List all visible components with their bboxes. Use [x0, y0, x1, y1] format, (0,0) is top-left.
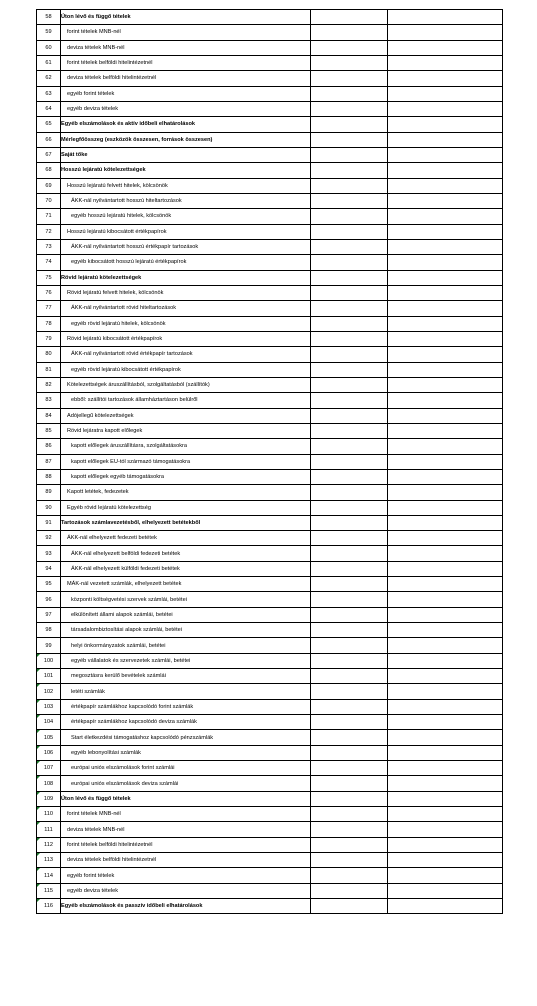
table-row — [37, 10, 503, 25]
value-cell-1[interactable] — [311, 638, 388, 653]
row-number-cell[interactable]: 100 — [37, 653, 61, 668]
value-cell-2[interactable] — [388, 853, 503, 868]
row-number-cell[interactable]: 97 — [37, 607, 61, 622]
value-cell-2[interactable] — [388, 822, 503, 837]
value-cell-2[interactable] — [388, 239, 503, 254]
table-row — [37, 147, 503, 162]
row-label-cell[interactable]: egyéb rövid lejáratú kibocsátott értékpapírok — [61, 362, 311, 377]
value-cell-1[interactable] — [311, 393, 388, 408]
value-cell-1[interactable] — [311, 10, 388, 25]
value-cell-1[interactable] — [311, 853, 388, 868]
row-number-cell[interactable]: 79 — [37, 331, 61, 346]
row-label-cell[interactable]: Egyéb rövid lejáratú kötelezettség — [61, 500, 311, 515]
row-number-cell[interactable]: 116 — [37, 899, 61, 914]
table-row — [37, 592, 503, 607]
row-label-cell[interactable]: európai uniós elszámolások deviza számlái — [61, 776, 311, 791]
value-cell-1[interactable] — [311, 791, 388, 806]
value-cell-1[interactable] — [311, 469, 388, 484]
value-cell-1[interactable] — [311, 193, 388, 208]
row-number-cell[interactable]: 62 — [37, 71, 61, 86]
row-label-cell[interactable]: egyéb forint tételek — [61, 86, 311, 101]
value-cell-2[interactable] — [388, 684, 503, 699]
value-cell-2[interactable] — [388, 347, 503, 362]
row-number-cell[interactable]: 104 — [37, 715, 61, 730]
value-cell-1[interactable] — [311, 500, 388, 515]
row-label-cell[interactable]: Start életkezdési támogatáshoz kapcsolódó pénzszámlák — [61, 730, 311, 745]
table-row — [37, 193, 503, 208]
value-cell-1[interactable] — [311, 653, 388, 668]
row-number-cell[interactable]: 63 — [37, 86, 61, 101]
value-cell-2[interactable] — [388, 270, 503, 285]
row-label-cell[interactable]: deviza tételek MNB-nél — [61, 822, 311, 837]
row-number-cell[interactable]: 99 — [37, 638, 61, 653]
value-cell-2[interactable] — [388, 607, 503, 622]
value-cell-1[interactable] — [311, 761, 388, 776]
row-label-cell[interactable]: elkülönített állami alapok számlái, betétei — [61, 607, 311, 622]
value-cell-2[interactable] — [388, 500, 503, 515]
value-cell-1[interactable] — [311, 178, 388, 193]
value-cell-2[interactable] — [388, 25, 503, 40]
row-number-cell[interactable]: 85 — [37, 423, 61, 438]
row-label-cell[interactable]: egyéb deviza tételek — [61, 883, 311, 898]
row-label-cell[interactable]: értékpapír számlákhoz kapcsolódó forint számlák — [61, 699, 311, 714]
table-row — [37, 807, 503, 822]
table-row — [37, 255, 503, 270]
value-cell-1[interactable] — [311, 623, 388, 638]
value-cell-2[interactable] — [388, 255, 503, 270]
row-label-cell[interactable]: forint tételek belföldi hitelintézetnél — [61, 55, 311, 70]
row-number-cell[interactable]: 82 — [37, 377, 61, 392]
row-number-cell[interactable]: 77 — [37, 301, 61, 316]
table-row — [37, 101, 503, 116]
row-label-cell[interactable]: forint tételek MNB-nél — [61, 807, 311, 822]
value-cell-2[interactable] — [388, 638, 503, 653]
value-cell-2[interactable] — [388, 730, 503, 745]
value-cell-1[interactable] — [311, 546, 388, 561]
table-row — [37, 224, 503, 239]
table-row — [37, 117, 503, 132]
row-label-cell[interactable]: deviza tételek MNB-nél — [61, 40, 311, 55]
value-cell-2[interactable] — [388, 86, 503, 101]
row-label-cell[interactable]: Úton lévő és függő tételek — [61, 791, 311, 806]
value-cell-1[interactable] — [311, 209, 388, 224]
value-cell-2[interactable] — [388, 377, 503, 392]
value-cell-2[interactable] — [388, 224, 503, 239]
value-cell-1[interactable] — [311, 147, 388, 162]
value-cell-1[interactable] — [311, 684, 388, 699]
row-label-cell[interactable]: ÁKK-nál elhelyezett belföldi fedezeti betétek — [61, 546, 311, 561]
table-row — [37, 239, 503, 254]
value-cell-2[interactable] — [388, 653, 503, 668]
value-cell-2[interactable] — [388, 899, 503, 914]
row-number-cell[interactable]: 69 — [37, 178, 61, 193]
row-number-cell[interactable]: 78 — [37, 316, 61, 331]
table-row — [37, 454, 503, 469]
table-row — [37, 730, 503, 745]
value-cell-1[interactable] — [311, 745, 388, 760]
row-label-cell[interactable]: Hosszú lejáratú felvett hitelek, kölcsönök — [61, 178, 311, 193]
table-row — [37, 715, 503, 730]
value-cell-2[interactable] — [388, 699, 503, 714]
table-row — [37, 853, 503, 868]
table-row — [37, 485, 503, 500]
row-label-cell[interactable]: helyi önkormányzatok számlái, betétei — [61, 638, 311, 653]
value-cell-2[interactable] — [388, 454, 503, 469]
row-number-cell[interactable]: 105 — [37, 730, 61, 745]
table-row — [37, 837, 503, 852]
table-row — [37, 285, 503, 300]
row-label-cell[interactable]: kapott előlegek áruszállításra, szolgáltatásokra — [61, 439, 311, 454]
value-cell-1[interactable] — [311, 362, 388, 377]
value-cell-2[interactable] — [388, 623, 503, 638]
value-cell-2[interactable] — [388, 761, 503, 776]
value-cell-1[interactable] — [311, 485, 388, 500]
value-cell-1[interactable] — [311, 71, 388, 86]
row-number-cell[interactable]: 64 — [37, 101, 61, 116]
value-cell-2[interactable] — [388, 193, 503, 208]
row-label-cell[interactable]: letéti számlák — [61, 684, 311, 699]
value-cell-2[interactable] — [388, 561, 503, 576]
value-cell-1[interactable] — [311, 270, 388, 285]
row-label-cell[interactable]: egyéb deviza tételek — [61, 101, 311, 116]
balance-sheet-table — [36, 9, 503, 914]
value-cell-2[interactable] — [388, 531, 503, 546]
row-label-cell[interactable]: egyéb forint tételek — [61, 868, 311, 883]
value-cell-2[interactable] — [388, 577, 503, 592]
value-cell-2[interactable] — [388, 807, 503, 822]
row-label-cell[interactable]: ÁKK-nál nyilvántartott rövid hiteltartozások — [61, 301, 311, 316]
value-cell-1[interactable] — [311, 301, 388, 316]
value-cell-1[interactable] — [311, 347, 388, 362]
row-label-cell[interactable]: Kapott letétek, fedezetek — [61, 485, 311, 500]
table-row — [37, 546, 503, 561]
value-cell-1[interactable] — [311, 423, 388, 438]
row-label-cell[interactable]: forint tételek MNB-nél — [61, 25, 311, 40]
value-cell-2[interactable] — [388, 439, 503, 454]
table-row — [37, 883, 503, 898]
value-cell-1[interactable] — [311, 408, 388, 423]
value-cell-1[interactable] — [311, 715, 388, 730]
row-number-cell[interactable]: 90 — [37, 500, 61, 515]
value-cell-2[interactable] — [388, 178, 503, 193]
row-number-cell[interactable]: 70 — [37, 193, 61, 208]
row-label-cell[interactable]: ÁKK-nál nyilvántartott hosszú hiteltartozások — [61, 193, 311, 208]
value-cell-1[interactable] — [311, 592, 388, 607]
value-cell-1[interactable] — [311, 316, 388, 331]
table-row — [37, 25, 503, 40]
value-cell-2[interactable] — [388, 423, 503, 438]
row-label-cell[interactable]: Egyéb elszámolások és aktív időbeli elhatárolások — [61, 117, 311, 132]
row-number-cell[interactable]: 94 — [37, 561, 61, 576]
table-row — [37, 776, 503, 791]
row-label-cell[interactable]: kapott előlegek egyéb támogatásokra — [61, 469, 311, 484]
table-row — [37, 362, 503, 377]
table-row — [37, 469, 503, 484]
value-cell-1[interactable] — [311, 822, 388, 837]
value-cell-2[interactable] — [388, 776, 503, 791]
table-row — [37, 71, 503, 86]
table-row — [37, 822, 503, 837]
row-number-cell[interactable]: 68 — [37, 163, 61, 178]
value-cell-1[interactable] — [311, 439, 388, 454]
value-cell-2[interactable] — [388, 515, 503, 530]
row-label-cell[interactable]: ebből: szállítói tartozások államháztartáson belülről — [61, 393, 311, 408]
row-number-cell[interactable]: 98 — [37, 623, 61, 638]
value-cell-2[interactable] — [388, 163, 503, 178]
row-label-cell[interactable]: Rövid lejáratú kötelezettségek — [61, 270, 311, 285]
row-label-cell[interactable]: deviza tételek belföldi hitelintézetnél — [61, 71, 311, 86]
row-label-cell[interactable]: Saját tőke — [61, 147, 311, 162]
table-row — [37, 393, 503, 408]
row-number-cell[interactable]: 106 — [37, 745, 61, 760]
row-number-cell[interactable]: 71 — [37, 209, 61, 224]
row-label-cell[interactable]: deviza tételek belföldi hitelintézetnél — [61, 853, 311, 868]
row-label-cell[interactable]: Kötelezettségek áruszállításból, szolgáltatásból (szállítók) — [61, 377, 311, 392]
row-number-cell[interactable]: 112 — [37, 837, 61, 852]
table-row — [37, 761, 503, 776]
table-row — [37, 423, 503, 438]
value-cell-1[interactable] — [311, 55, 388, 70]
row-number-cell[interactable]: 80 — [37, 347, 61, 362]
row-label-cell[interactable]: ÁKK-nál elhelyezett külföldi fedezeti betétek — [61, 561, 311, 576]
value-cell-2[interactable] — [388, 40, 503, 55]
table-row — [37, 86, 503, 101]
row-number-cell[interactable]: 66 — [37, 132, 61, 147]
row-label-cell[interactable]: társadalombiztosítási alapok számlái, betétei — [61, 623, 311, 638]
row-label-cell[interactable]: megosztásra kerülő bevételek számlái — [61, 669, 311, 684]
row-label-cell[interactable]: ÁKK-nál nyilvántartott hosszú értékpapír tartozások — [61, 239, 311, 254]
value-cell-1[interactable] — [311, 239, 388, 254]
table-row — [37, 55, 503, 70]
row-label-cell[interactable]: Mérlegfőösszeg (eszközök összesen, források összesen) — [61, 132, 311, 147]
row-label-cell[interactable]: Rövid lejáratú kibocsátott értékpapírok — [61, 331, 311, 346]
row-number-cell[interactable]: 111 — [37, 822, 61, 837]
value-cell-1[interactable] — [311, 25, 388, 40]
row-label-cell[interactable]: Egyéb elszámolások és passzív időbeli elhatárolások — [61, 899, 311, 914]
row-label-cell[interactable]: egyéb hosszú lejáratú hitelek, kölcsönök — [61, 209, 311, 224]
row-number-cell[interactable]: 102 — [37, 684, 61, 699]
value-cell-2[interactable] — [388, 10, 503, 25]
row-number-cell[interactable]: 74 — [37, 255, 61, 270]
row-number-cell[interactable]: 92 — [37, 531, 61, 546]
row-number-cell[interactable]: 101 — [37, 669, 61, 684]
value-cell-1[interactable] — [311, 86, 388, 101]
row-number-cell[interactable]: 115 — [37, 883, 61, 898]
value-cell-2[interactable] — [388, 71, 503, 86]
row-number-cell[interactable]: 58 — [37, 10, 61, 25]
table-row — [37, 209, 503, 224]
value-cell-2[interactable] — [388, 393, 503, 408]
value-cell-2[interactable] — [388, 132, 503, 147]
table-row — [37, 500, 503, 515]
value-cell-1[interactable] — [311, 577, 388, 592]
table-row — [37, 377, 503, 392]
value-cell-2[interactable] — [388, 715, 503, 730]
value-cell-2[interactable] — [388, 837, 503, 852]
value-cell-1[interactable] — [311, 255, 388, 270]
value-cell-2[interactable] — [388, 285, 503, 300]
value-cell-2[interactable] — [388, 485, 503, 500]
row-number-cell[interactable]: 103 — [37, 699, 61, 714]
row-label-cell[interactable]: egyéb lebonyolítási számlák — [61, 745, 311, 760]
value-cell-1[interactable] — [311, 669, 388, 684]
table-row — [37, 745, 503, 760]
value-cell-1[interactable] — [311, 561, 388, 576]
value-cell-1[interactable] — [311, 224, 388, 239]
row-label-cell[interactable]: Rövid lejáratú felvett hitelek, kölcsönök — [61, 285, 311, 300]
row-label-cell[interactable]: Adójellegű kötelezettségek — [61, 408, 311, 423]
value-cell-2[interactable] — [388, 883, 503, 898]
value-cell-2[interactable] — [388, 362, 503, 377]
row-number-cell[interactable]: 93 — [37, 546, 61, 561]
value-cell-2[interactable] — [388, 745, 503, 760]
table-row — [37, 577, 503, 592]
value-cell-2[interactable] — [388, 117, 503, 132]
row-label-cell[interactable]: európai uniós elszámolások forint számlái — [61, 761, 311, 776]
value-cell-1[interactable] — [311, 868, 388, 883]
value-cell-1[interactable] — [311, 837, 388, 852]
value-cell-1[interactable] — [311, 331, 388, 346]
table-row — [37, 301, 503, 316]
value-cell-1[interactable] — [311, 101, 388, 116]
value-cell-2[interactable] — [388, 301, 503, 316]
row-label-cell[interactable]: ÁKK-nál nyilvántartott rövid értékpapír tartozások — [61, 347, 311, 362]
row-number-cell[interactable]: 83 — [37, 393, 61, 408]
row-label-cell[interactable]: MÁK-nál vezetett számlák, elhelyezett betétek — [61, 577, 311, 592]
value-cell-2[interactable] — [388, 331, 503, 346]
value-cell-2[interactable] — [388, 791, 503, 806]
table-row — [37, 163, 503, 178]
row-number-cell[interactable]: 84 — [37, 408, 61, 423]
table-row — [37, 132, 503, 147]
table-row — [37, 561, 503, 576]
row-number-cell[interactable]: 60 — [37, 40, 61, 55]
row-number-cell[interactable]: 91 — [37, 515, 61, 530]
value-cell-1[interactable] — [311, 807, 388, 822]
table-row — [37, 607, 503, 622]
row-number-cell[interactable]: 89 — [37, 485, 61, 500]
table-row — [37, 40, 503, 55]
row-number-cell[interactable]: 107 — [37, 761, 61, 776]
table-row — [37, 347, 503, 362]
row-number-cell[interactable]: 86 — [37, 439, 61, 454]
row-label-cell[interactable]: ÁKK-nál elhelyezett fedezeti betétek — [61, 531, 311, 546]
row-number-cell[interactable]: 65 — [37, 117, 61, 132]
value-cell-1[interactable] — [311, 163, 388, 178]
value-cell-1[interactable] — [311, 515, 388, 530]
row-label-cell[interactable]: Úton lévő és függő tételek — [61, 10, 311, 25]
row-label-cell[interactable]: értékpapír számlákhoz kapcsolódó deviza számlák — [61, 715, 311, 730]
value-cell-2[interactable] — [388, 209, 503, 224]
row-number-cell[interactable]: 109 — [37, 791, 61, 806]
row-label-cell[interactable]: kapott előlegek EU-tól származó támogatásokra — [61, 454, 311, 469]
value-cell-2[interactable] — [388, 546, 503, 561]
row-number-cell[interactable]: 108 — [37, 776, 61, 791]
value-cell-1[interactable] — [311, 883, 388, 898]
row-label-cell[interactable]: egyéb kibocsátott hosszú lejáratú értékpapírok — [61, 255, 311, 270]
value-cell-1[interactable] — [311, 607, 388, 622]
value-cell-2[interactable] — [388, 868, 503, 883]
value-cell-2[interactable] — [388, 101, 503, 116]
row-number-cell[interactable]: 72 — [37, 224, 61, 239]
value-cell-2[interactable] — [388, 55, 503, 70]
table-row — [37, 899, 503, 914]
table-body — [37, 10, 503, 914]
row-label-cell[interactable]: Hosszú lejáratú kibocsátott értékpapírok — [61, 224, 311, 239]
row-number-cell[interactable]: 88 — [37, 469, 61, 484]
value-cell-2[interactable] — [388, 592, 503, 607]
row-label-cell[interactable]: forint tételek belföldi hitelintézetnél — [61, 837, 311, 852]
row-number-cell[interactable]: 59 — [37, 25, 61, 40]
value-cell-1[interactable] — [311, 377, 388, 392]
value-cell-2[interactable] — [388, 147, 503, 162]
value-cell-2[interactable] — [388, 316, 503, 331]
value-cell-1[interactable] — [311, 117, 388, 132]
table-row — [37, 316, 503, 331]
table-row — [37, 623, 503, 638]
value-cell-1[interactable] — [311, 776, 388, 791]
table-row — [37, 331, 503, 346]
value-cell-2[interactable] — [388, 669, 503, 684]
value-cell-1[interactable] — [311, 899, 388, 914]
row-number-cell[interactable]: 61 — [37, 55, 61, 70]
row-label-cell[interactable]: egyéb vállalatok és szervezetek számlái, betétei — [61, 653, 311, 668]
table-row — [37, 638, 503, 653]
table-row — [37, 669, 503, 684]
row-number-cell[interactable]: 96 — [37, 592, 61, 607]
table-row — [37, 791, 503, 806]
value-cell-1[interactable] — [311, 285, 388, 300]
value-cell-2[interactable] — [388, 469, 503, 484]
row-label-cell[interactable]: központi költségvetési szervek számlái, betétei — [61, 592, 311, 607]
table-row — [37, 270, 503, 285]
row-number-cell[interactable]: 87 — [37, 454, 61, 469]
row-number-cell[interactable]: 113 — [37, 853, 61, 868]
table-row — [37, 178, 503, 193]
row-number-cell[interactable]: 95 — [37, 577, 61, 592]
table-row — [37, 439, 503, 454]
row-number-cell[interactable]: 76 — [37, 285, 61, 300]
row-number-cell[interactable]: 110 — [37, 807, 61, 822]
value-cell-1[interactable] — [311, 531, 388, 546]
table-row — [37, 868, 503, 883]
row-number-cell[interactable]: 75 — [37, 270, 61, 285]
row-number-cell[interactable]: 81 — [37, 362, 61, 377]
value-cell-1[interactable] — [311, 699, 388, 714]
value-cell-1[interactable] — [311, 730, 388, 745]
value-cell-1[interactable] — [311, 40, 388, 55]
value-cell-1[interactable] — [311, 132, 388, 147]
row-number-cell[interactable]: 114 — [37, 868, 61, 883]
value-cell-2[interactable] — [388, 408, 503, 423]
row-number-cell[interactable]: 67 — [37, 147, 61, 162]
table-row — [37, 408, 503, 423]
table-row — [37, 699, 503, 714]
value-cell-1[interactable] — [311, 454, 388, 469]
row-label-cell[interactable]: Rövid lejáratra kapott előlegek — [61, 423, 311, 438]
row-label-cell[interactable]: Tartozások számlavezetésből, elhelyezett betétekből — [61, 515, 311, 530]
row-number-cell[interactable]: 73 — [37, 239, 61, 254]
table-row — [37, 531, 503, 546]
table-row — [37, 653, 503, 668]
row-label-cell[interactable]: Hosszú lejáratú kötelezettségek — [61, 163, 311, 178]
row-label-cell[interactable]: egyéb rövid lejáratú hitelek, kölcsönök — [61, 316, 311, 331]
table-row — [37, 684, 503, 699]
table-row — [37, 515, 503, 530]
